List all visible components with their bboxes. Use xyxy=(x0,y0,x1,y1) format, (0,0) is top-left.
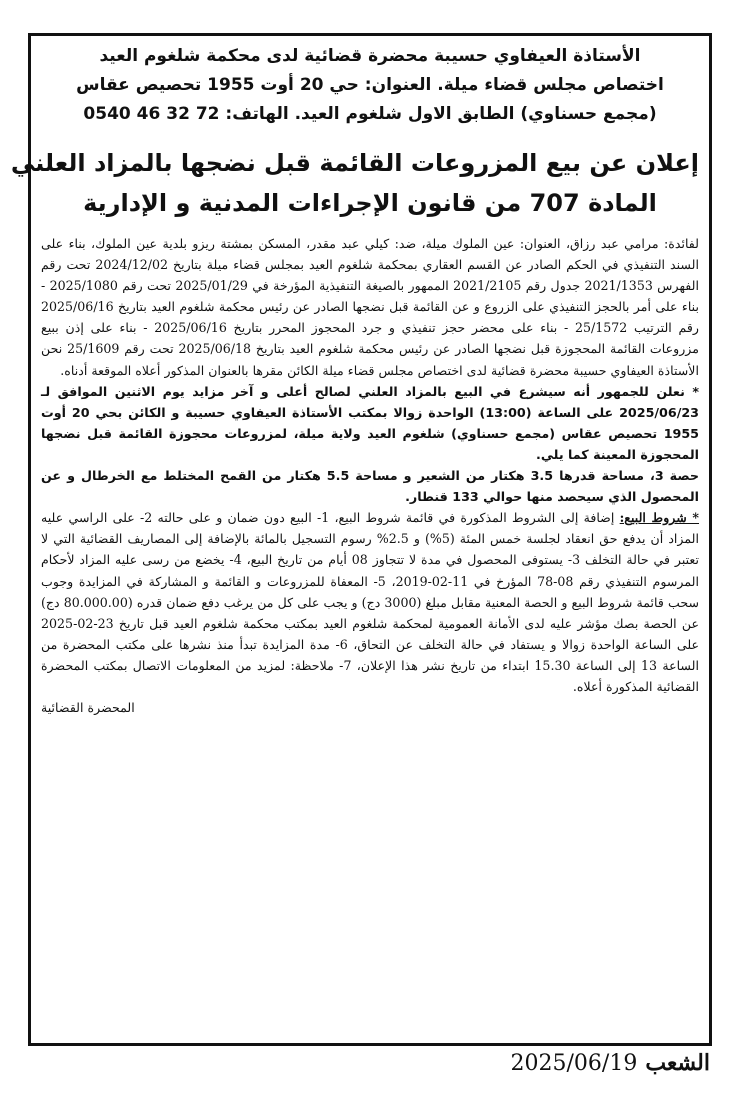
sale-conditions-text: إضافة إلى الشروط المذكورة في قائمة شروط البيع، 1- البيع دون ضمان و على حالته 2- على الراسي عليه المزاد أن يدفع حق انعقاد لجلسة خمس المئة (5%) و 2.5% رسوم التسجيل بالمائة بالإضافة إلى المصاريف القضائية التي لا تعتبر في حالة التخلف 3- يستوفى المحصول في مدة لا تتجاوز 08 أيام من تاريخ البيع، 4- يخضع من رسى عليه المزاد لأحكام المرسوم التنفيذي رقم 08-78 المؤرخ في 11-02-2019، 5- المعفاة للمزروعات و القائمة و المشاركة في المزايدة وجوب سحب قائمة شروط البيع و الحصة المعنية مقابل مبلغ (3000 دج) و يجب على كل من يرغب دفع ضمان قدره (80.000.00 دج) عن الحصة بصك مؤشر عليه لدى الأمانة العمومية لمحكمة شلغوم العيد بمكتب محكمة شلغوم العيد قبل تاريخ 23-02-2025 على الساعة الواحدة زوالا و يستفاد في حالة التخلف عن التحاق، 6- مدة المزايدة تبدأ منذ نشرها على مكتب المحضرة من الساعة 13 إلى الساعة 15.30 ابتداء من تاريخ نشر هذا الإعلان، 7- ملاحظة: لمزيد من المعلومات الاتصال بمكتب المحضرة القضائية المذكورة أعلاه. xyxy=(41,510,700,694)
publication-footer xyxy=(470,1050,710,1076)
signoff: المحضرة القضائية xyxy=(41,700,135,716)
announcement-body xyxy=(41,233,699,718)
paragraph-legal-basis: لفائدة: مرامي عبد رزاق، العنوان: عين الملوك ميلة، ضد: كيلي عبد مقدر، المسكن بمشتة ريزو بلدية عين الملوك، بناء على السند التنفيذي في الحكم الصادر عن القسم العقاري بمحكمة شلغوم العيد بمجلس قضاء ميلة بتاريخ 2024/12/02 تحت رقم الفهرس 2021/1353 جدول رقم 2021/2105 الممهور بالصيغة التنفيذية المؤرخة في 2025/01/29 تحت رقم 2025/1080 - بناء على أمر بالحجز التنفيذي على الزروع و عن القائمة قبل نضجها الصادر عن رئيس محكمة شلغوم العيد بتاريخ 2025/06/16 رقم الترتيب 25/1572 - بناء على محضر حجز تنفيذي و جرد المحجوز المحرر بتاريخ 2025/06/16 - بناء على إذن ببيع مزروعات القائمة المحجوزة قبل نضجها الصادر عن رئيس محكمة شلغوم العيد بتاريخ 2025/06/18 تحت رقم 25/1609 نحن الأستاذة العيفاوي حسيبة محضرة قضائية لدى اختصاص مجلس قضاء ميلة الكائن مقرها بالعنوان المذكور أعلاه الموقعة أدناه. xyxy=(41,236,699,378)
sale-conditions-label: * شروط البيع: xyxy=(619,510,700,526)
header-line-2: اختصاص مجلس قضاء ميلة. العنوان: حي 20 أوت 1955 تحصيص عقاس xyxy=(76,75,664,95)
paragraph-auction-notice: * نعلن للجمهور أنه سيشرع في البيع بالمزاد العلني لصالح أعلى و آخر مزايد يوم الاثنين الموافق لـ 2025/06/23 على الساعة (13:00) الواحدة زوالا بمكتب الأستاذة العيفاوي حسيبة و الكائن بحي 20 أوت 1955 تحصيص عقاس (مجمع حسناوي) شلغوم العيد ولاية ميلة، لمزروعات محجوزة القائمة قبل نضجها المحجوزة المعينة كما يلي. xyxy=(41,383,699,462)
announcement-frame xyxy=(10,33,712,1046)
title-line-2: المادة 707 من قانون الإجراءات المدنية و الإدارية xyxy=(83,189,657,217)
title-line-1: إعلان عن بيع المزروعات القائمة قبل نضجها بالمزاد العلني xyxy=(10,149,699,177)
publication-date: 2025/06/19 xyxy=(510,1051,638,1076)
announcement-title xyxy=(10,143,699,223)
header-line-1: الأستاذة العيفاوي حسيبة محضرة قضائية لدى محكمة شلغوم العيد xyxy=(99,46,641,66)
header-line-3: (مجمع حسناوي) الطابق الاول شلغوم العيد. الهاتف: 72 32 46 0540 xyxy=(83,104,657,124)
newspaper-name: الشعب xyxy=(645,1050,710,1076)
paragraph-lot-description: حصة 3، مساحة قدرها 3.5 هكتار من الشعير و مساحة 5.5 هكتار من القمح المختلط مع الخرطال و عن المحصول الذي سيحصد منها حوالي 133 قنطار. xyxy=(41,468,700,505)
paragraph-sale-conditions xyxy=(41,507,699,697)
bailiff-header xyxy=(41,42,699,129)
